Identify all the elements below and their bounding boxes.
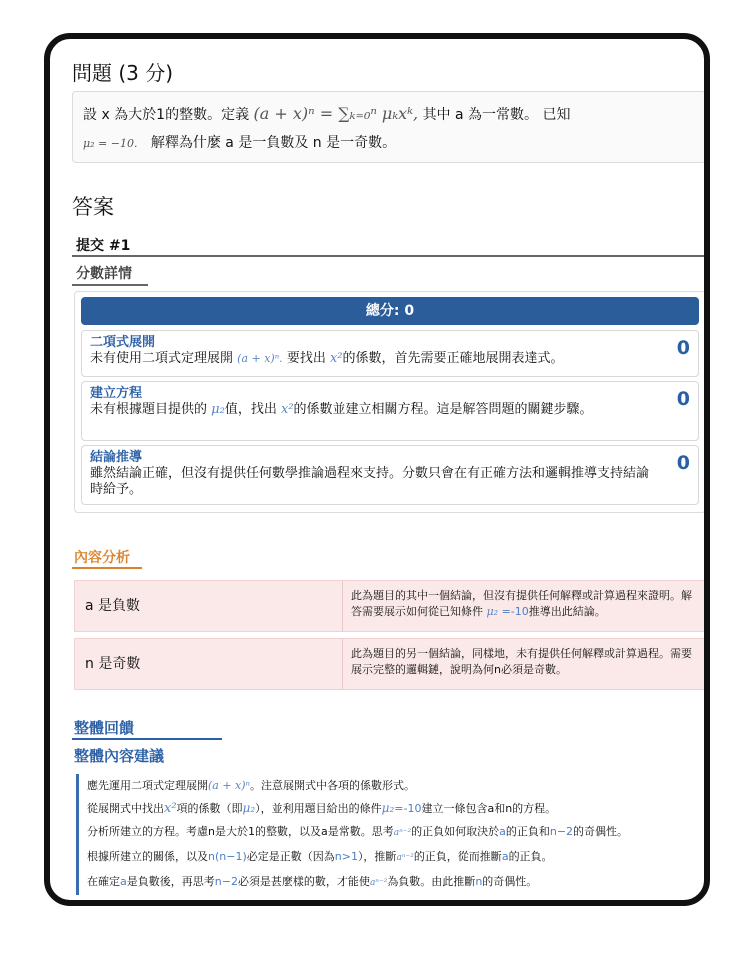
suggestion-highlight: n [475, 875, 483, 888]
suggestion-highlight: n>1 [334, 850, 358, 863]
suggestion-math: μ₂ [381, 801, 395, 815]
criterion-desc-math: x² [329, 351, 343, 366]
suggestion-text: 建立一條包含a和n的方程。 [421, 802, 557, 815]
question-text-2: 其中 a 為一常數。 已知 [422, 107, 571, 123]
suggestion-text: 從展開式中找出 [87, 802, 164, 815]
score-details-underline [72, 284, 148, 286]
criterion-build-equation [81, 381, 699, 441]
submission-divider [72, 255, 706, 257]
suggestion-highlight: a [120, 875, 127, 888]
suggestion-text: 。注意展開式中各項的係數形式。 [250, 779, 416, 792]
suggestion-title: 整體內容建議 [74, 747, 165, 765]
criterion-desc-text: 值，找出 [224, 402, 277, 417]
criterion-binomial-expansion [81, 330, 699, 377]
suggestion-item [87, 797, 710, 820]
suggestion-text: 的正負如何取決於 [411, 825, 500, 838]
suggestion-text: 應先運用二項式定理展開 [87, 779, 208, 792]
suggestion-list [76, 774, 710, 895]
suggestion-text: 必須是甚麼樣的數，才能使 [237, 875, 370, 888]
analysis-value [351, 588, 701, 620]
question-text-1: 設 x 為大於1的整數。定義 [83, 107, 250, 123]
suggestion-math: aⁿ⁻² [393, 828, 412, 838]
suggestion-text: 的奇偶性。 [573, 825, 629, 838]
criterion-score: 0 [676, 388, 690, 410]
submission-label: 提交 #1 [76, 238, 131, 254]
question-box [72, 91, 706, 163]
total-score-bar: 總分: 0 [81, 297, 699, 325]
suggestion-math: aⁿ⁻² [369, 878, 388, 888]
answer-title: 答案 [72, 195, 114, 219]
suggestion-text: 的正負。 [508, 850, 553, 863]
suggestion-item [87, 774, 710, 797]
suggestion-text: 分析所建立的方程。考慮n是大於1的整數，以及a是常數。思考 [87, 825, 394, 838]
criterion-desc-text: 要找出 [286, 351, 326, 366]
criterion-desc-math: (a + x)ⁿ. [237, 352, 283, 365]
suggestion-math: x² [164, 801, 177, 816]
suggestion-highlight: =-10 [394, 802, 422, 815]
suggestion-highlight: n−2 [549, 825, 574, 838]
criterion-desc-math: x² [280, 402, 294, 417]
criterion-conclusion [81, 445, 699, 505]
criterion-desc-text: 未有根據題目提供的 [90, 402, 208, 417]
criterion-desc-math: μ₂ [211, 402, 225, 417]
analysis-value: 此為題目的另一個結論，同樣地，未有提供任何解釋或計算過程。需要展示完整的邏輯鏈，說明為何n必須是奇數。 [351, 647, 692, 676]
question-title: 問題 (3 分) [72, 61, 174, 85]
criterion-desc-text: 的係數並建立相關方程。這是解答問題的關鍵步驟。 [293, 402, 593, 417]
suggestion-math: aⁿ⁻² [396, 853, 414, 863]
suggestion-highlight: n−2 [214, 875, 238, 888]
suggestion-item [87, 845, 710, 870]
criterion-name: 二項式展開 [90, 335, 156, 350]
suggestion-highlight: a [501, 850, 509, 863]
suggestion-item [87, 870, 710, 895]
document-frame [44, 33, 710, 906]
overall-feedback-underline [72, 738, 222, 740]
criterion-description: 雖然結論正確，但沒有提供任何數學推論過程來支持。分數只會在有正確方法和邏輯推導支持結論時給予。 [90, 466, 650, 497]
suggestion-text: 在確定 [87, 875, 120, 888]
suggestion-item [87, 820, 710, 845]
suggestion-text: ），推斷 [357, 850, 397, 863]
suggestion-text: 項的係數（即 [176, 802, 243, 815]
criterion-score: 0 [676, 337, 690, 359]
analysis-row [74, 638, 706, 690]
analysis-title: 內容分析 [74, 550, 130, 566]
analysis-key: a 是負數 [75, 581, 343, 631]
score-details-label: 分數詳情 [76, 266, 132, 282]
suggestion-text: ），並利用題目給出的條件 [255, 802, 382, 815]
suggestion-highlight: n(n−1) [208, 850, 247, 863]
suggestion-text: 為負數。由此推斷 [387, 875, 476, 888]
suggestion-text: 必定是正數（因為 [246, 850, 335, 863]
question-text-3: 解釋為什麼 a 是一負數及 n 是一奇數。 [150, 135, 397, 151]
suggestion-text: 的正負，從而推斷 [413, 850, 502, 863]
criterion-desc-text: 的係數，首先需要正確地展開表達式。 [342, 351, 564, 366]
analysis-value-text: 推導出此結論。 [528, 605, 606, 618]
suggestion-highlight: a [499, 825, 506, 838]
suggestion-text: 是負數後，再思考 [126, 875, 215, 888]
criterion-desc-text: 未有使用二項式定理展開 [90, 351, 234, 366]
analysis-value-math: μ₂ [486, 605, 499, 618]
criterion-score: 0 [676, 452, 690, 474]
analysis-value-highlight: =-10 [501, 605, 529, 618]
analysis-row [74, 580, 706, 632]
suggestion-text: 的奇偶性。 [482, 875, 538, 888]
score-box [74, 291, 706, 513]
overall-feedback-title: 整體回饋 [74, 719, 135, 737]
suggestion-text: 根據所建立的關係，以及 [87, 850, 208, 863]
question-formula-1: (a + x)ⁿ = ∑ₖ₌₀ⁿ μₖxᵏ, [253, 104, 419, 123]
suggestion-math: μ₂ [242, 801, 256, 815]
question-formula-2: μ₂ = −10. [83, 137, 138, 150]
analysis-underline [72, 567, 142, 569]
suggestion-text: 的正負和 [505, 825, 550, 838]
suggestion-math: (a + x)ⁿ [208, 779, 251, 792]
criterion-name: 結論推導 [90, 450, 143, 465]
analysis-value-text: 此為題目的其中一個結論，但沒有提供任何解釋或計算過程來證明。解答需要展示如何從已知條件 [351, 589, 692, 618]
criterion-description [90, 351, 650, 367]
analysis-key: n 是奇數 [75, 639, 343, 689]
criterion-name: 建立方程 [90, 386, 143, 401]
criterion-description [90, 402, 650, 418]
